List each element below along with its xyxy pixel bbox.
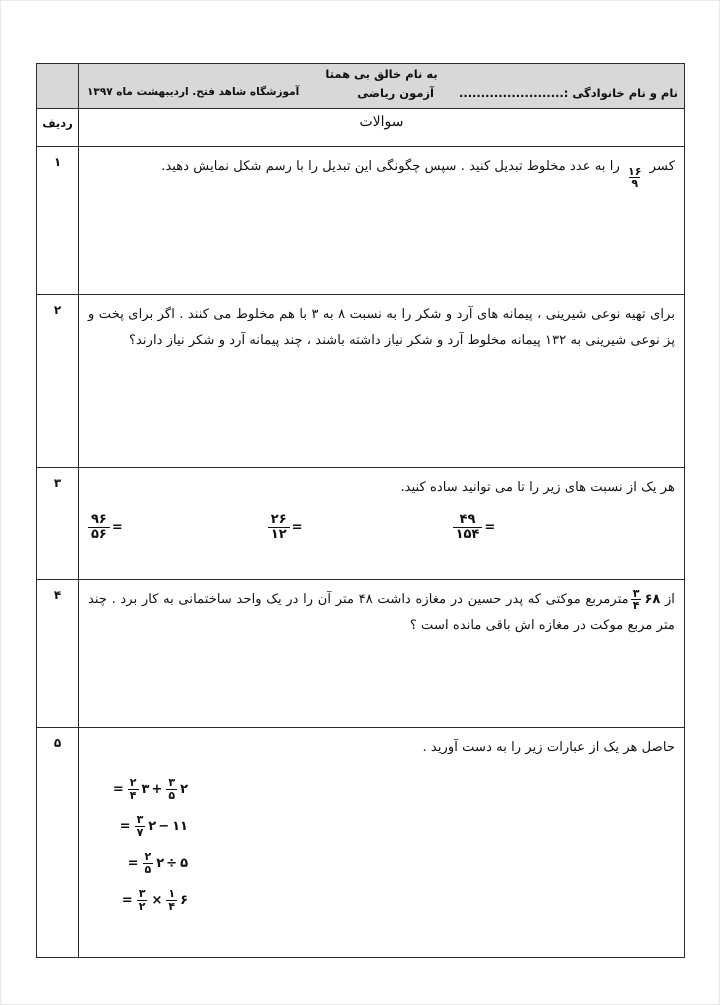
question-4-body: [79, 580, 685, 728]
mixed-whole: ۳: [141, 781, 150, 797]
fraction-numerator: ۴۹: [459, 511, 476, 527]
fraction-denominator: ۷: [136, 825, 144, 839]
fraction-numerator: ۳: [632, 586, 640, 600]
header-row: [37, 64, 685, 109]
equals-sign: =: [484, 519, 496, 535]
fraction-denominator: ۲: [138, 899, 146, 913]
question-1-text-before: کسر: [649, 159, 675, 174]
question-5-number: ۵: [37, 728, 79, 958]
fraction-denominator: ۱۲: [268, 527, 290, 542]
exam-subject: آزمون ریاضی: [357, 86, 434, 100]
fraction-denominator: ۴: [129, 788, 137, 802]
fraction-denominator: ۴: [632, 599, 640, 613]
exam-title: به نام خالق بی همتا: [325, 67, 438, 81]
mixed-fraction: [137, 888, 148, 912]
operator: −: [158, 818, 170, 834]
ratio-item-1: [88, 513, 123, 542]
question-row-2: [37, 295, 685, 468]
fraction-numerator: ۳: [136, 813, 144, 827]
question-2-body: برای تهیه نوعی شیرینی ، پیمانه های آرد و شکر را به نسبت ۸ به ۳ با هم مخلوط می کنند . اگر برای پخت و پز نوعی شیرینی به ۱۳۲ پیمانه مخلوط آرد و شکر نیاز داشته باشند ، چند پیمانه آرد و شکر نیاز دارند؟: [79, 295, 685, 468]
question-4-text-before: از: [664, 592, 675, 607]
fraction-denominator: ۵۶: [88, 527, 110, 542]
ratio-item-2: [268, 513, 303, 542]
question-5-prompt: حاصل هر یک از عبارات زیر را به دست آورید .: [422, 740, 675, 755]
expression-2-left: [171, 814, 188, 839]
mixed-whole: ۲: [180, 781, 188, 797]
mixed-fraction: [166, 888, 177, 912]
column-header-row: [37, 109, 685, 147]
fraction-denominator: ۴: [168, 899, 176, 913]
question-row-1: [37, 147, 685, 295]
question-5-expressions: [88, 771, 675, 919]
ratio-fraction-3: [453, 513, 483, 542]
mixed-fraction: [143, 851, 154, 875]
ratio-fraction-1: [88, 513, 110, 542]
mixed-whole: ۲: [156, 855, 165, 871]
mixed-fraction: [128, 777, 139, 801]
equals-sign: =: [119, 818, 131, 834]
header-info-cell: [79, 64, 685, 109]
question-3-body: [79, 468, 685, 580]
expression-1-right: [126, 777, 150, 802]
fraction-numerator: ۲۶: [270, 511, 287, 527]
question-5-body: [79, 728, 685, 958]
fraction-denominator: ۹: [631, 177, 639, 191]
fraction-numerator: ۲: [129, 776, 137, 790]
question-4-mixed-number: [629, 587, 661, 612]
question-3-ratios: [88, 513, 675, 542]
row-column-header: ردیف: [37, 109, 79, 147]
expression-4-left: [164, 888, 188, 913]
equals-sign: =: [111, 519, 123, 535]
operator: +: [151, 781, 163, 797]
mixed-fraction: [166, 777, 177, 801]
expression-4: [88, 882, 188, 919]
question-1-fraction: [626, 166, 643, 190]
questions-column-header: سوالات: [79, 109, 685, 147]
expression-2: [88, 808, 188, 845]
expression-3: [88, 845, 188, 882]
question-2-number: ۲: [37, 295, 79, 468]
mixed-fraction: [631, 588, 642, 612]
equals-sign: =: [291, 519, 303, 535]
operator: ÷: [166, 855, 178, 871]
fraction-numerator: ۱: [168, 887, 176, 901]
question-4-number: ۴: [37, 580, 79, 728]
question-1-text-after: را به عدد مخلوط تبدیل کنید . سپس چگونگی این تبدیل را با رسم شکل نمایش دهید.: [161, 159, 620, 174]
exam-sheet: [37, 63, 685, 958]
fraction-denominator: ۵: [144, 862, 152, 876]
equals-sign: =: [121, 892, 133, 908]
expression-3-left: [179, 851, 188, 876]
header-number-cell: [37, 64, 79, 109]
question-1-number: ۱: [37, 147, 79, 295]
mixed-fraction: [135, 814, 146, 838]
mixed-whole: ۶: [180, 892, 188, 908]
mixed-whole: ۵: [180, 855, 188, 871]
expression-4-right: [135, 888, 150, 912]
expression-2-right: [133, 814, 157, 839]
exam-table: [36, 63, 685, 958]
question-4-text-after: مترمربع موکتی که پدر حسین در مغازه داشت ۴۸ متر آن را در یک واحد ساختمانی به کار برد . چند متر مربع موکت در مغازه اش باقی مانده است ؟: [88, 592, 675, 633]
ratio-fraction-2: [268, 513, 290, 542]
question-1-body: [79, 147, 685, 295]
fraction-denominator: ۱۵۴: [453, 527, 483, 542]
equals-sign: =: [127, 855, 139, 871]
school-and-date: آموزشگاه شاهد فتح. اردیبهشت ماه ۱۳۹۷: [87, 86, 300, 98]
fraction-numerator: ۹۶: [91, 511, 107, 527]
expression-3-right: [141, 851, 165, 876]
question-row-4: [37, 580, 685, 728]
expression-1-left: [164, 777, 188, 802]
question-3-number: ۳: [37, 468, 79, 580]
fraction-numerator: ۳: [138, 887, 146, 901]
mixed-whole: ۱۱: [172, 818, 188, 834]
question-3-prompt: هر یک از نسبت های زیر را تا می توانید ساده کنید.: [400, 480, 675, 495]
fraction-denominator: ۵: [168, 788, 176, 802]
operator: ×: [151, 892, 163, 908]
expression-1: [88, 771, 188, 808]
mixed-whole: ۶۸: [644, 592, 661, 607]
question-row-5: [37, 728, 685, 958]
equals-sign: =: [112, 781, 124, 797]
fraction-numerator: ۲: [144, 850, 152, 864]
mixed-whole: ۲: [148, 818, 157, 834]
fraction-numerator: ۳: [168, 776, 176, 790]
question-row-3: [37, 468, 685, 580]
fraction-numerator: ۱۶: [628, 164, 642, 178]
student-name-field[interactable]: نام و نام خانوادگی :........................: [458, 86, 678, 100]
ratio-item-3: [453, 513, 496, 542]
